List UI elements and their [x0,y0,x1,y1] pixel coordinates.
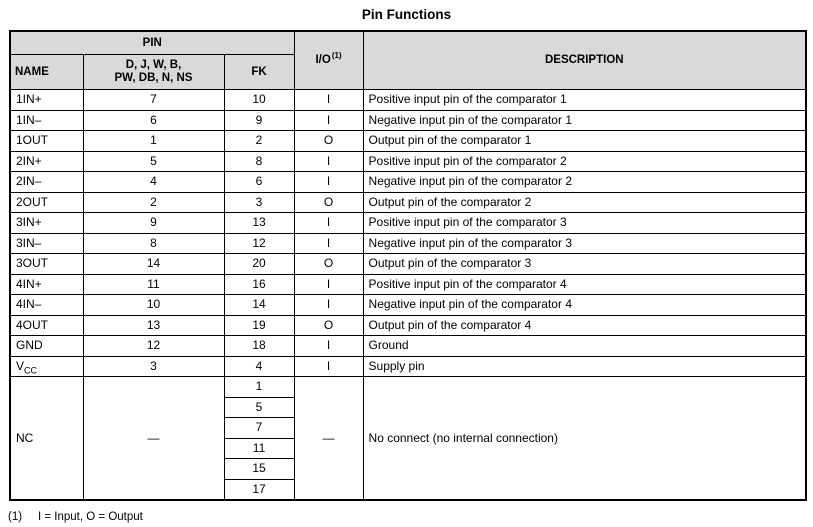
pin-name-cell: 2OUT [10,192,83,213]
description-cell: Ground [363,336,806,357]
pin-number-fk-cell: 17 [224,479,294,500]
pin-number-pkg-cell: 1 [83,131,224,152]
header-io-footnote-ref: (1) [331,51,342,61]
header-packages [83,55,224,90]
pin-number-pkg-cell: — [83,377,224,501]
header-io-label: I/O [315,54,331,66]
header-description: DESCRIPTION [363,31,806,90]
table-row-nc [10,377,806,398]
io-cell: O [294,254,363,275]
io-cell: O [294,192,363,213]
pin-number-fk-cell: 10 [224,90,294,111]
pin-name-cell: 1IN+ [10,90,83,111]
pin-name-cell: 3IN– [10,233,83,254]
pin-number-fk-cell: 13 [224,213,294,234]
pin-number-pkg-cell: 9 [83,213,224,234]
io-cell: I [294,213,363,234]
description-cell: No connect (no internal connection) [363,377,806,501]
table-row [10,315,806,336]
io-cell: I [294,90,363,111]
pin-number-fk-cell: 19 [224,315,294,336]
pin-number-fk-cell: 5 [224,397,294,418]
table-row [10,90,806,111]
pin-number-pkg-cell: 14 [83,254,224,275]
pin-number-pkg-cell: 6 [83,110,224,131]
description-cell: Positive input pin of the comparator 1 [363,90,806,111]
description-cell: Positive input pin of the comparator 4 [363,274,806,295]
pin-name-cell: 3IN+ [10,213,83,234]
io-cell: I [294,295,363,316]
pin-number-pkg-cell: 8 [83,233,224,254]
vcc-label-main: V [16,358,25,373]
description-cell: Output pin of the comparator 4 [363,315,806,336]
pin-number-pkg-cell: 5 [83,151,224,172]
header-name: NAME [10,55,83,90]
pin-number-fk-cell: 20 [224,254,294,275]
pin-number-fk-cell: 1 [224,377,294,398]
pin-number-fk-cell: 2 [224,131,294,152]
table-title: Pin Functions [361,7,452,22]
description-cell: Output pin of the comparator 2 [363,192,806,213]
pin-name-cell [10,356,83,377]
pin-number-pkg-cell: 11 [83,274,224,295]
table-row [10,110,806,131]
table-row [10,192,806,213]
pin-number-pkg-cell: 7 [83,90,224,111]
io-cell: — [294,377,363,501]
footnote-text: I = Input, O = Output [38,511,143,523]
pin-number-fk-cell: 14 [224,295,294,316]
description-cell: Output pin of the comparator 1 [363,131,806,152]
pin-number-fk-cell: 6 [224,172,294,193]
header-row-pin [10,31,806,55]
pin-name-cell: NC [10,377,83,501]
pin-number-fk-cell: 9 [224,110,294,131]
pin-number-fk-cell: 11 [224,438,294,459]
description-cell: Supply pin [363,356,806,377]
table-row [10,151,806,172]
io-cell: I [294,274,363,295]
io-cell: I [294,336,363,357]
pin-number-fk-cell: 8 [224,151,294,172]
pin-name-cell: 2IN– [10,172,83,193]
pin-number-pkg-cell: 10 [83,295,224,316]
description-cell: Positive input pin of the comparator 2 [363,151,806,172]
pin-name-cell: 2IN+ [10,151,83,172]
description-cell: Negative input pin of the comparator 3 [363,233,806,254]
header-fk: FK [224,55,294,90]
pin-name-cell: 4IN– [10,295,83,316]
table-row [10,131,806,152]
pin-name-cell: GND [10,336,83,357]
header-packages-line1: D, J, W, B, [125,59,182,71]
vcc-label-subscript: CC [24,365,38,376]
pin-name-cell: 4OUT [10,315,83,336]
pin-number-fk-cell: 12 [224,233,294,254]
description-cell: Negative input pin of the comparator 1 [363,110,806,131]
pin-number-pkg-cell: 4 [83,172,224,193]
pin-name-cell: 4IN+ [10,274,83,295]
header-io [294,31,363,90]
pin-name-cell: 1IN– [10,110,83,131]
footnote [8,510,813,524]
description-cell: Negative input pin of the comparator 2 [363,172,806,193]
io-cell: I [294,110,363,131]
io-cell: I [294,151,363,172]
table-row [10,233,806,254]
io-cell: I [294,356,363,377]
pin-number-fk-cell: 3 [224,192,294,213]
pin-name-cell: 3OUT [10,254,83,275]
pin-number-fk-cell: 7 [224,418,294,439]
table-row [10,274,806,295]
pin-number-pkg-cell: 12 [83,336,224,357]
header-pin: PIN [10,31,294,55]
pin-number-fk-cell: 18 [224,336,294,357]
description-cell: Output pin of the comparator 3 [363,254,806,275]
pin-name-cell: 1OUT [10,131,83,152]
pin-number-pkg-cell: 13 [83,315,224,336]
description-cell: Negative input pin of the comparator 4 [363,295,806,316]
pin-number-fk-cell: 15 [224,459,294,480]
table-row [10,172,806,193]
pin-number-fk-cell: 16 [224,274,294,295]
description-cell: Positive input pin of the comparator 3 [363,213,806,234]
table-row-vcc [10,356,806,377]
pin-number-pkg-cell: 2 [83,192,224,213]
io-cell: O [294,315,363,336]
header-packages-line2: PW, DB, N, NS [114,72,193,84]
table-row [10,295,806,316]
footnote-marker: (1) [8,511,23,523]
io-cell: O [294,131,363,152]
pin-number-pkg-cell: 3 [83,356,224,377]
io-cell: I [294,233,363,254]
pin-number-fk-cell: 4 [224,356,294,377]
table-row [10,254,806,275]
table-row [10,336,806,357]
table-row [10,213,806,234]
pin-functions-table [9,30,807,501]
io-cell: I [294,172,363,193]
